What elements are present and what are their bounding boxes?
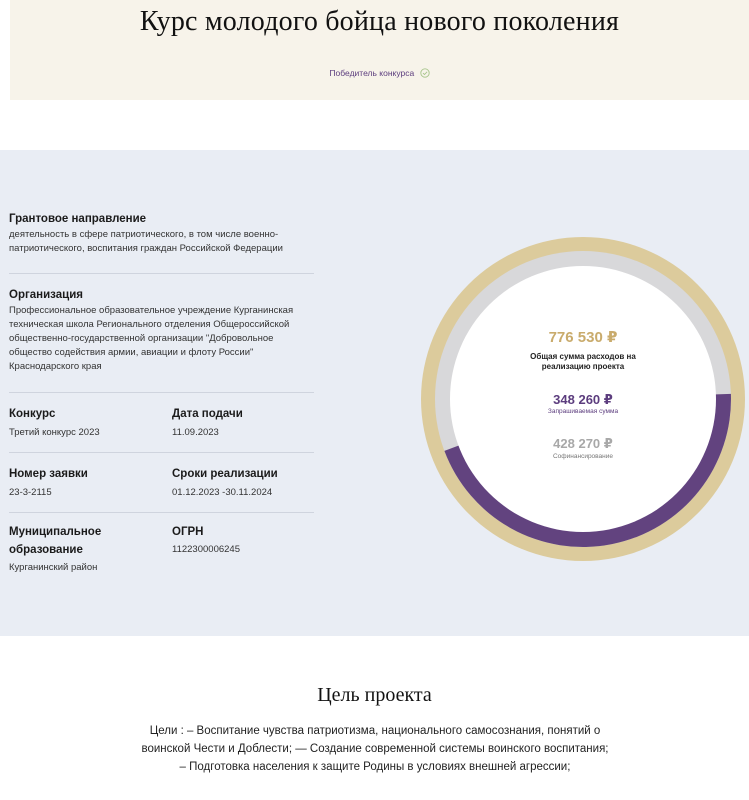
application-number-value: 23-3-2115 xyxy=(9,487,52,498)
application-number-label: Номер заявки xyxy=(9,468,88,480)
contest-value: Третий конкурс 2023 xyxy=(9,427,100,438)
budget-ring-chart xyxy=(420,236,746,562)
organization-label: Организация xyxy=(9,289,83,301)
cofinancing-amount-label: Софинансирование xyxy=(552,453,614,460)
submit-date-value: 11.09.2023 xyxy=(172,427,219,438)
submit-date-field xyxy=(172,405,322,440)
municipality-label: Муниципальное образование xyxy=(9,526,102,556)
ogrn-field xyxy=(172,523,322,557)
divider xyxy=(9,273,314,274)
implementation-period-field xyxy=(172,465,322,500)
contest-label: Конкурс xyxy=(9,408,56,420)
ogrn-label: ОГРН xyxy=(172,526,204,538)
organization-field xyxy=(9,286,314,374)
divider xyxy=(9,512,314,513)
grant-direction-value: деятельность в сфере патриотического, в том числе военно-патриотического, воспитания граждан Российской Федерации xyxy=(9,229,283,254)
municipality-field xyxy=(9,523,119,575)
grant-direction-label: Грантовое направление xyxy=(9,213,147,225)
application-number-field xyxy=(9,465,159,500)
requested-amount: 348 260 ₽ xyxy=(553,392,613,407)
organization-value: Профессиональное образовательное учреждение Курганинская техническая школа Регионального отделения Общероссийской общественно-государственной организации "Добровольное общество содействия армии, авиации и флоту России" Краснодарского края xyxy=(9,305,294,372)
implementation-period-value: 01.12.2023 -30.11.2024 xyxy=(172,487,273,498)
check-circle-icon xyxy=(420,68,430,80)
total-amount: 776 530 ₽ xyxy=(548,329,618,346)
cofinancing-amount: 428 270 ₽ xyxy=(553,436,613,451)
total-amount-label: Общая сумма расходов на реализацию проекта xyxy=(530,352,636,371)
municipality-value: Курганинский район xyxy=(9,562,98,573)
grant-direction-field xyxy=(9,210,309,256)
requested-amount-label: Запрашиваемая сумма xyxy=(547,408,619,415)
winner-badge xyxy=(10,68,749,80)
submit-date-label: Дата подачи xyxy=(172,408,243,420)
divider xyxy=(9,452,314,453)
goal-title: Цель проекта xyxy=(317,684,432,706)
implementation-period-label: Сроки реализации xyxy=(172,468,278,480)
budget-summary xyxy=(420,236,746,562)
goal-text: Цели : – Воспитание чувства патриотизма, национального самосознания, понятий о воинской Чести и Доблести; — Создание современной системы воинского воспитания; – Подготовка населения к защите Родины в условиях внешней агрессии; xyxy=(141,725,609,773)
contest-field xyxy=(9,405,159,440)
project-header xyxy=(10,0,749,100)
divider xyxy=(9,392,314,393)
page-title: Курс молодого бойца нового поколения xyxy=(139,6,620,37)
winner-label: Победитель конкурса xyxy=(329,68,415,78)
ogrn-value: 1122300006245 xyxy=(172,544,240,555)
